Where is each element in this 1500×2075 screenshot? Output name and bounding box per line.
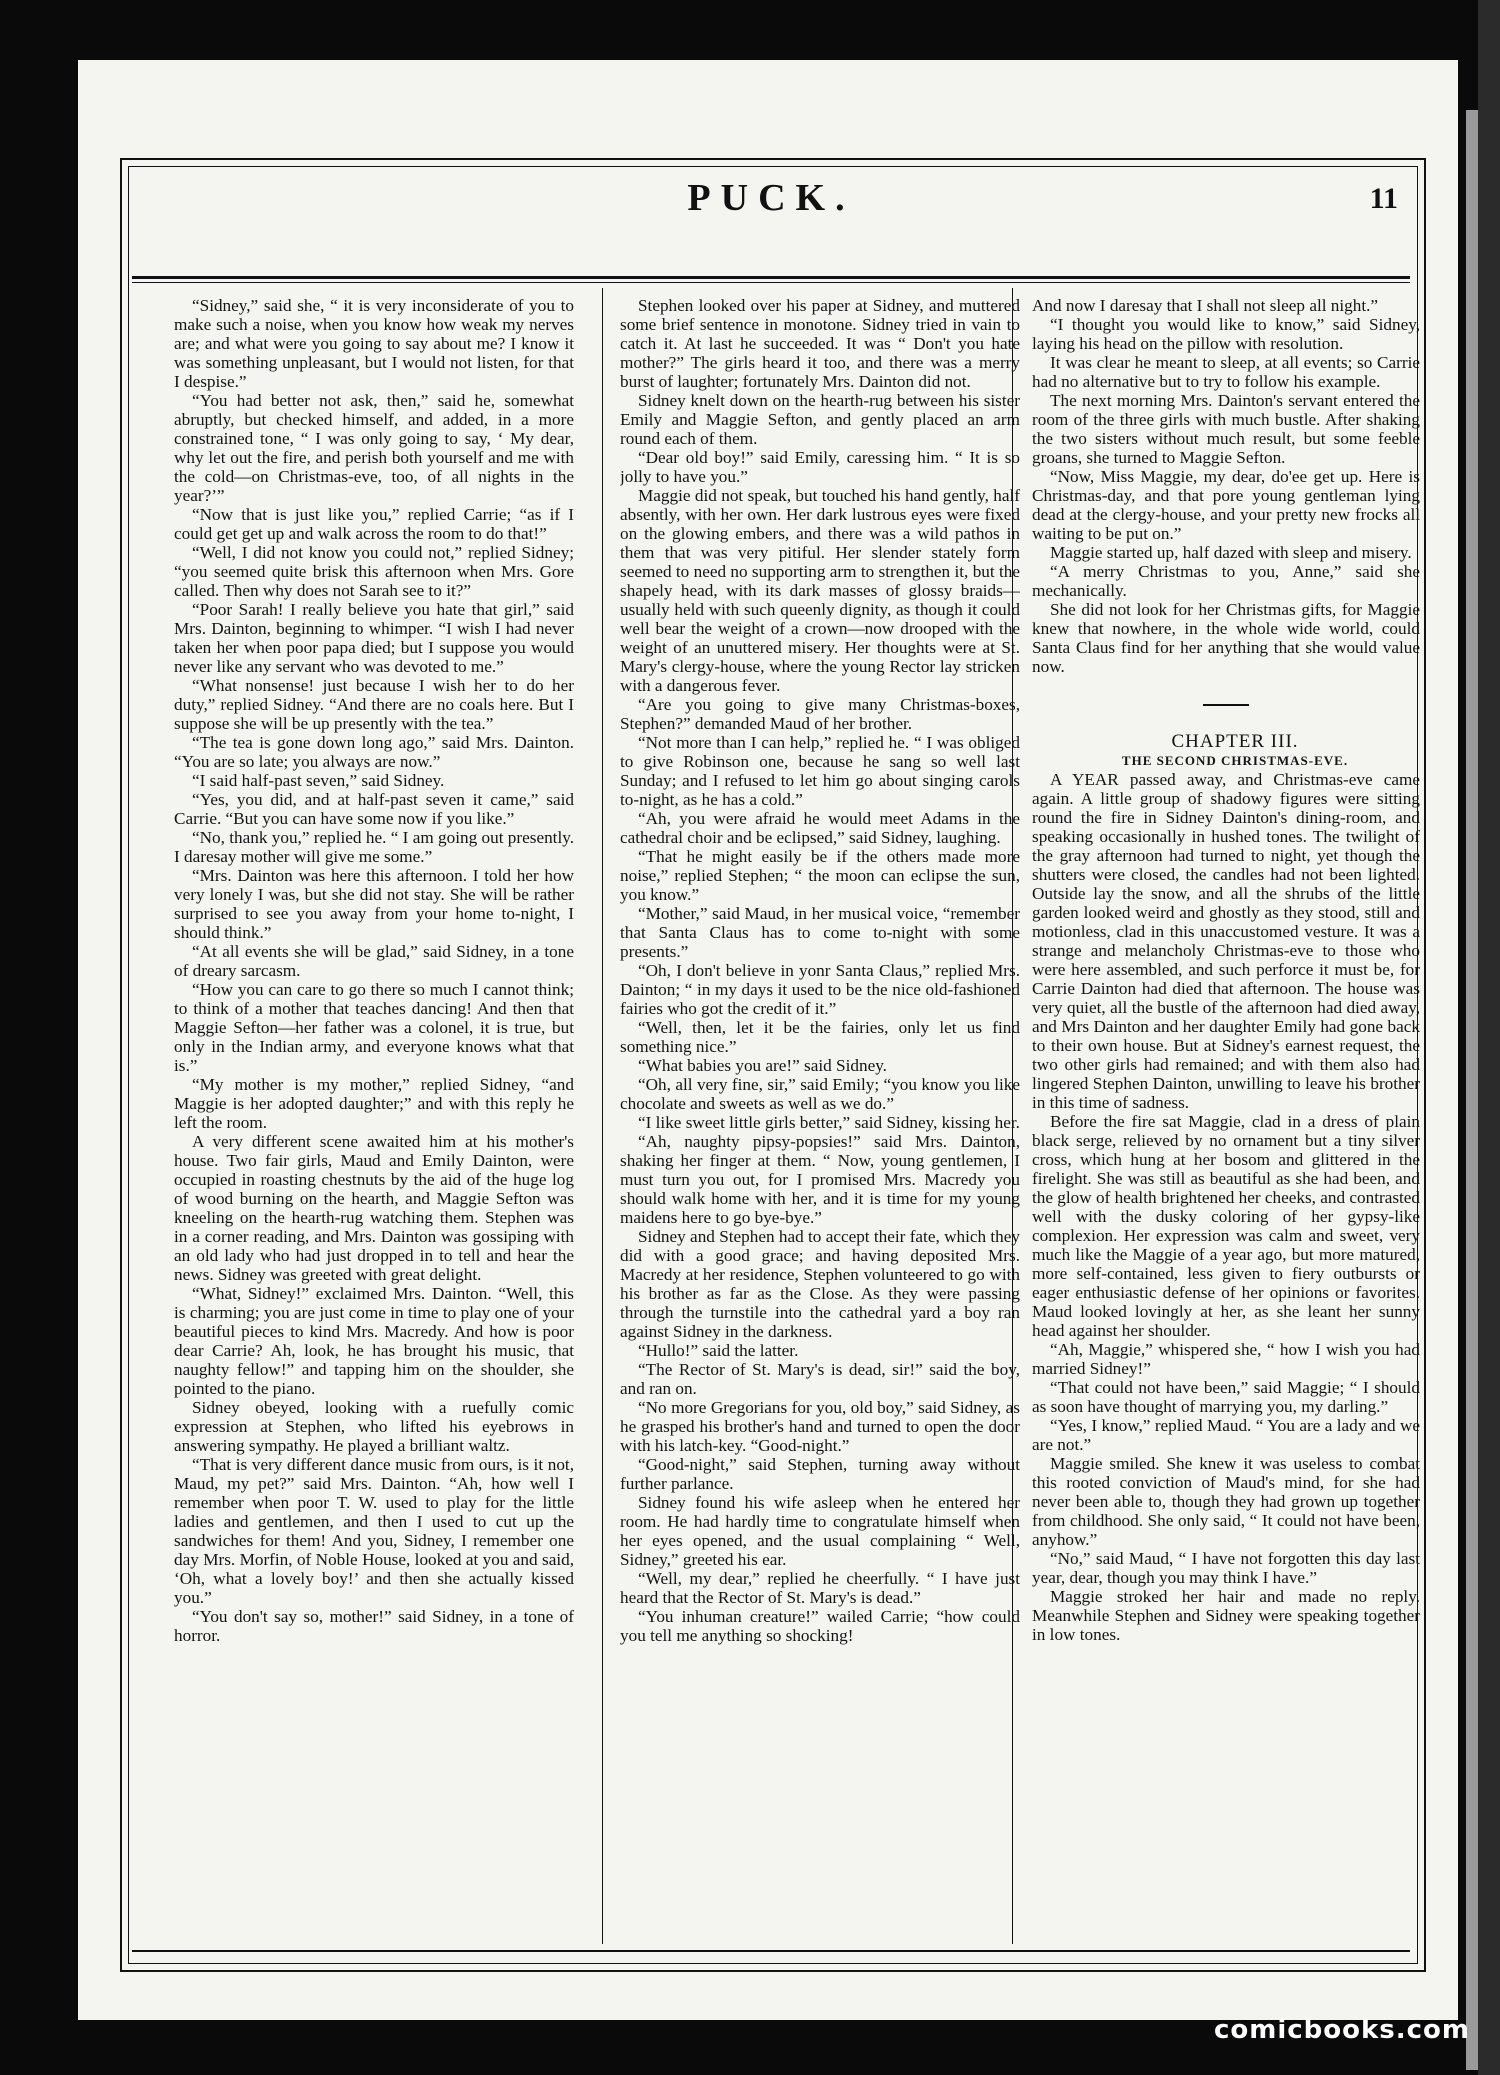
paragraph: “What, Sidney!” exclaimed Mrs. Dainton. “Well, this is charming; you are just come in time to play one of your beautiful pieces to kind Mrs. Macredy. And how is poor dear Carrie? Ah, look, he has brought his music, that naughty fellow!” and tapping him on the shoulder, she pointed to the piano. — [174, 1284, 574, 1398]
paragraph: “Yes, I know,” replied Maud. “ You are a lady and we are not.” — [1032, 1416, 1420, 1454]
paragraph: “That could not have been,” said Maggie; “ I should as soon have thought of marrying you, my darling.” — [1032, 1378, 1420, 1416]
binding-spine — [1478, 0, 1500, 2075]
footer-rule — [132, 1950, 1410, 1952]
paragraph: “Sidney,” said she, “ it is very inconsiderate of you to make such a noise, when you know how weak my nerves are; and what were you going to say about me? I know it was something unpleasant, but I would not listen, for that I despise.” — [174, 296, 574, 391]
paragraph: Maggie smiled. She knew it was useless to combat this rooted conviction of Maud's mind, for she had never been able to, though they had grown up together from childhood. She only said, “ It could not have been, anyhow.” — [1032, 1454, 1420, 1549]
paragraph: “Mother,” said Maud, in her musical voice, “remember that Santa Claus has to come to-night with some presents.” — [620, 904, 1020, 961]
paragraph: “You had better not ask, then,” said he, somewhat abruptly, but checked himself, and added, in a more constrained tone, “ I was only going to say, ‘ My dear, why let out the fire, and perish both yourself and me with the cold—on Christmas-eve, too, of all nights in the year?’” — [174, 391, 574, 505]
header-rule — [132, 276, 1410, 279]
paragraph: Maggie started up, half dazed with sleep and misery. — [1050, 543, 1412, 562]
paragraph: “Well, then, let it be the fairies, only let us find something nice.” — [620, 1018, 1020, 1056]
text-column-3 — [1032, 296, 1420, 1936]
paragraph: “Oh, I don't believe in yonr Santa Claus,” replied Mrs. Dainton; “ in my days it used to be the nice old-fashioned fairies who got the credit of it.” — [620, 961, 1020, 1018]
paragraph: “Ah, Maggie,” whispered she, “ how I wish you had married Sidney!” — [1032, 1340, 1420, 1378]
header-rule-thin — [132, 282, 1410, 283]
paragraph: “I thought you would like to know,” said Sidney, laying his head on the pillow with resolution. — [1032, 315, 1420, 353]
paragraph: “Well, my dear,” replied he cheerfully. “ I have just heard that the Rector of St. Mary's is dead.” — [620, 1569, 1020, 1607]
paragraph: “How you can care to go there so much I cannot think; to think of a mother that teaches dancing! And then that Maggie Sefton—her father was a colonel, it is true, but only in the Indian army, and everyone knows what that is.” — [174, 980, 574, 1075]
paragraph: Before the fire sat Maggie, clad in a dress of plain black serge, relieved by no ornament but a tiny silver cross, which hung at her bosom and glittered in the firelight. She was still as beautiful as she had been, and the glow of health brightened her cheeks, and contrasted well with the dusky coloring of her gypsy-like complexion. Her expression was calm and sweet, very much like the Maggie of a year ago, but more matured, more self-contained, less given to fiery outbursts or eager enthusiastic defense of her opinions or favorites. Maud looked lovingly at her, as she leant her sunny head against her shoulder. — [1032, 1112, 1420, 1340]
paragraph: “Dear old boy!” said Emily, caressing him. “ It is so jolly to have you.” — [620, 448, 1020, 486]
chapter-subtitle: THE SECOND CHRISTMAS-EVE. — [1121, 753, 1349, 768]
paragraph: The next morning Mrs. Dainton's servant entered the room of the three girls with much bustle. After shaking the two sisters without much result, but some feeble groans, she turned to Maggie Sefton. — [1032, 391, 1420, 467]
text-column-2 — [620, 296, 1020, 1936]
paragraph: Sidney found his wife asleep when he entered her room. He had hardly time to congratulate himself when her eyes opened, and the usual complaining “ Well, Sidney,” greeted his ear. — [620, 1493, 1020, 1569]
paragraph: “No, thank you,” replied he. “ I am going out presently. I daresay mother will give me some.” — [174, 828, 574, 866]
paragraph: A YEAR passed away, and Christmas-eve came again. A little group of shadowy figures were sitting round the fire in Sidney Dainton's dining-room, and speaking occasionally in hushed tones. The twilight of the gray afternoon had turned to night, yet though the shutters were closed, the candles had not been lighted. Outside lay the snow, and all the shrubs of the little garden looked weird and ghostly as they stood, still and motionless, clad in this unaccustomed vesture. It was a strange and melancholy Christmas-eve to those who were here assembled, and such perforce it must be, for Carrie Dainton had died that afternoon. The house was very quiet, all the bustle of the afternoon had died away, and Mrs Dainton and her daughter Emily had gone back to their own house. But at Sidney's earnest request, the two other girls had remained; and with them also had lingered Stephen Dainton, unwilling to leave his brother in this time of sadness. — [1032, 770, 1420, 1112]
binding-edge — [1466, 110, 1478, 2070]
paragraph: She did not look for her Christmas gifts, for Maggie knew that nowhere, in the whole wide world, could Santa Claus find for her anything that she would value now. — [1032, 600, 1420, 676]
paragraph: “Mrs. Dainton was here this afternoon. I told her how very lonely I was, but she did not stay. She will be rather surprised to see you away from your home to-night, I should think.” — [174, 866, 574, 942]
column-divider — [602, 288, 603, 1944]
paragraph: Sidney obeyed, looking with a ruefully comic expression at Stephen, who lifted his eyebrows in answering sympathy. He played a brilliant waltz. — [174, 1398, 574, 1455]
paragraph: “Ah, you were afraid he would meet Adams in the cathedral choir and be eclipsed,” said Sidney, laughing. — [620, 809, 1020, 847]
paragraph: “The tea is gone down long ago,” said Mrs. Dainton. “You are so late; you always are now.” — [174, 733, 574, 771]
paragraph: “Hullo!” said the latter. — [638, 1341, 799, 1360]
paragraph: Sidney knelt down on the hearth-rug between his sister Emily and Maggie Sefton, and gently placed an arm round each of them. — [620, 391, 1020, 448]
paragraph: “No,” said Maud, “ I have not forgotten this day last year, dear, though you may think I have.” — [1032, 1549, 1420, 1587]
paragraph: “Yes, you did, and at half-past seven it came,” said Carrie. “But you can have some now if you like.” — [174, 790, 574, 828]
site-watermark: comicbooks.com — [1213, 2015, 1470, 2045]
paragraph: “You don't say so, mother!” said Sidney, in a tone of horror. — [174, 1607, 574, 1645]
paragraph: Maggie did not speak, but touched his hand gently, half absently, with her own. Her dark lustrous eyes were fixed on the glowing embers, and there was a wild pathos in them that was very pitiful. Her slender stately form seemed to need no supporting arm to strengthen it, but the shapely head, with its dark masses of glossy braids—usually held with such queenly dignity, as though it could well bear the weight of a crown—now drooped with the weight of an unuttered misery. Her thoughts were at St. Mary's clergy-house, where the young Rector lay stricken with a dangerous fever. — [620, 486, 1020, 695]
paragraph: “A merry Christmas to you, Anne,” said she mechanically. — [1032, 562, 1420, 600]
paragraph: “Not more than I can help,” replied he. “ I was obliged to give Robinson one, because he sang so well last Sunday; and I refused to let him go about singing carols to-night, as he has a cold.” — [620, 733, 1020, 809]
magazine-page — [78, 60, 1458, 2020]
paragraph: “I like sweet little girls better,” said Sidney, kissing her. — [638, 1113, 1020, 1132]
paragraph: And now I daresay that I shall not sleep all night.” — [1032, 296, 1379, 315]
paragraph: Sidney and Stephen had to accept their fate, which they did with a good grace; and having deposited Mrs. Macredy at her residence, Stephen volunteered to go with his brother as far as the Close. As they were passing through the turnstile into the cathedral yard a boy ran against Sidney in the darkness. — [620, 1227, 1020, 1341]
paragraph: “That he might easily be if the others made more noise,” replied Stephen; “ the moon can eclipse the sun, you know.” — [620, 847, 1020, 904]
masthead-title: PUCK. — [687, 177, 855, 219]
paragraph: “The Rector of St. Mary's is dead, sir!” said the boy, and ran on. — [620, 1360, 1020, 1398]
paragraph: “Well, I did not know you could not,” replied Sidney; “you seemed quite brisk this afternoon when Mrs. Gore called. Then why does not Sarah see to it?” — [174, 543, 574, 600]
paragraph: “That is very different dance music from ours, is it not, Maud, my pet?” said Mrs. Dainton. “Ah, how well I remember when poor T. W. used to play for the little ladies and gentlemen, and then I used to cut up the sandwiches for them! And you, Sidney, I remember one day Mrs. Morfin, of Noble House, looked at you and said, ‘Oh, what a lovely boy!’ and then she actually kissed you.” — [174, 1455, 574, 1607]
page-header — [138, 172, 1404, 222]
paragraph: Maggie stroked her hair and made no reply. Meanwhile Stephen and Sidney were speaking together in low tones. — [1032, 1587, 1420, 1644]
paragraph: “No more Gregorians for you, old boy,” said Sidney, as he grasped his brother's hand and turned to open the door with his latch-key. “Good-night.” — [620, 1398, 1020, 1455]
paragraph: “Now that is just like you,” replied Carrie; “as if I could get get up and walk across the room to do that!” — [174, 505, 574, 543]
paragraph: “Ah, naughty pipsy-popsies!” said Mrs. Dainton, shaking her finger at them. “ Now, young gentlemen, I must turn you out, for I promised Mrs. Macredy you should walk home with her, and it is time for my young maidens here to go bye-bye.” — [620, 1132, 1020, 1227]
section-divider — [1203, 704, 1249, 706]
paragraph: “What babies you are!” said Sidney. — [638, 1056, 887, 1075]
paragraph: “Good-night,” said Stephen, turning away without further parlance. — [620, 1455, 1020, 1493]
paragraph: “You inhuman creature!” wailed Carrie; “how could you tell me anything so shocking! — [620, 1607, 1020, 1645]
paragraph: “Now, Miss Maggie, my dear, do'ee get up. Here is Christmas-day, and that pore young gentleman lying dead at the clergy-house, and your pretty new frocks all waiting to be put on.” — [1032, 467, 1420, 543]
paragraph: “Oh, all very fine, sir,” said Emily; “you know you like chocolate and sweets as well as we do.” — [620, 1075, 1020, 1113]
paragraph: “At all events she will be glad,” said Sidney, in a tone of dreary sarcasm. — [174, 942, 574, 980]
chapter-title: CHAPTER III. — [1171, 731, 1299, 752]
paragraph: It was clear he meant to sleep, at all events; so Carrie had no alternative but to try to follow his example. — [1032, 353, 1420, 391]
paragraph: “Are you going to give many Christmas-boxes, Stephen?” demanded Maud of her brother. — [620, 695, 1020, 733]
paragraph: “Poor Sarah! I really believe you hate that girl,” said Mrs. Dainton, beginning to whimper. “I wish I had never taken her when poor papa died; but I suppose you would never like any servant who was devoted to me.” — [174, 600, 574, 676]
paragraph: “I said half-past seven,” said Sidney. — [192, 771, 445, 790]
paragraph: “What nonsense! just because I wish her to do her duty,” replied Sidney. “And there are no coals here. But I suppose she will be up presently with the tea.” — [174, 676, 574, 733]
text-column-1 — [174, 296, 574, 1936]
paragraph: “My mother is my mother,” replied Sidney, “and Maggie is her adopted daughter;” and with this reply he left the room. — [174, 1075, 574, 1132]
page-number: 11 — [1369, 182, 1398, 215]
paragraph: A very different scene awaited him at his mother's house. Two fair girls, Maud and Emily Dainton, were occupied in roasting chestnuts by the aid of the huge log of wood burning on the hearth, and Maggie Sefton was kneeling on the hearth-rug watching them. Stephen was in a corner reading, and Mrs. Dainton was gossiping with an old lady who had just dropped in to tell and hear the news. Sidney was greeted with great delight. — [174, 1132, 574, 1284]
paragraph: Stephen looked over his paper at Sidney, and muttered some brief sentence in monotone. Sidney tried in vain to catch it. At last he succeeded. It was “ Don't you hate mother?” The girls heard it too, and there was a merry burst of laughter; fortunately Mrs. Dainton did not. — [620, 296, 1020, 391]
